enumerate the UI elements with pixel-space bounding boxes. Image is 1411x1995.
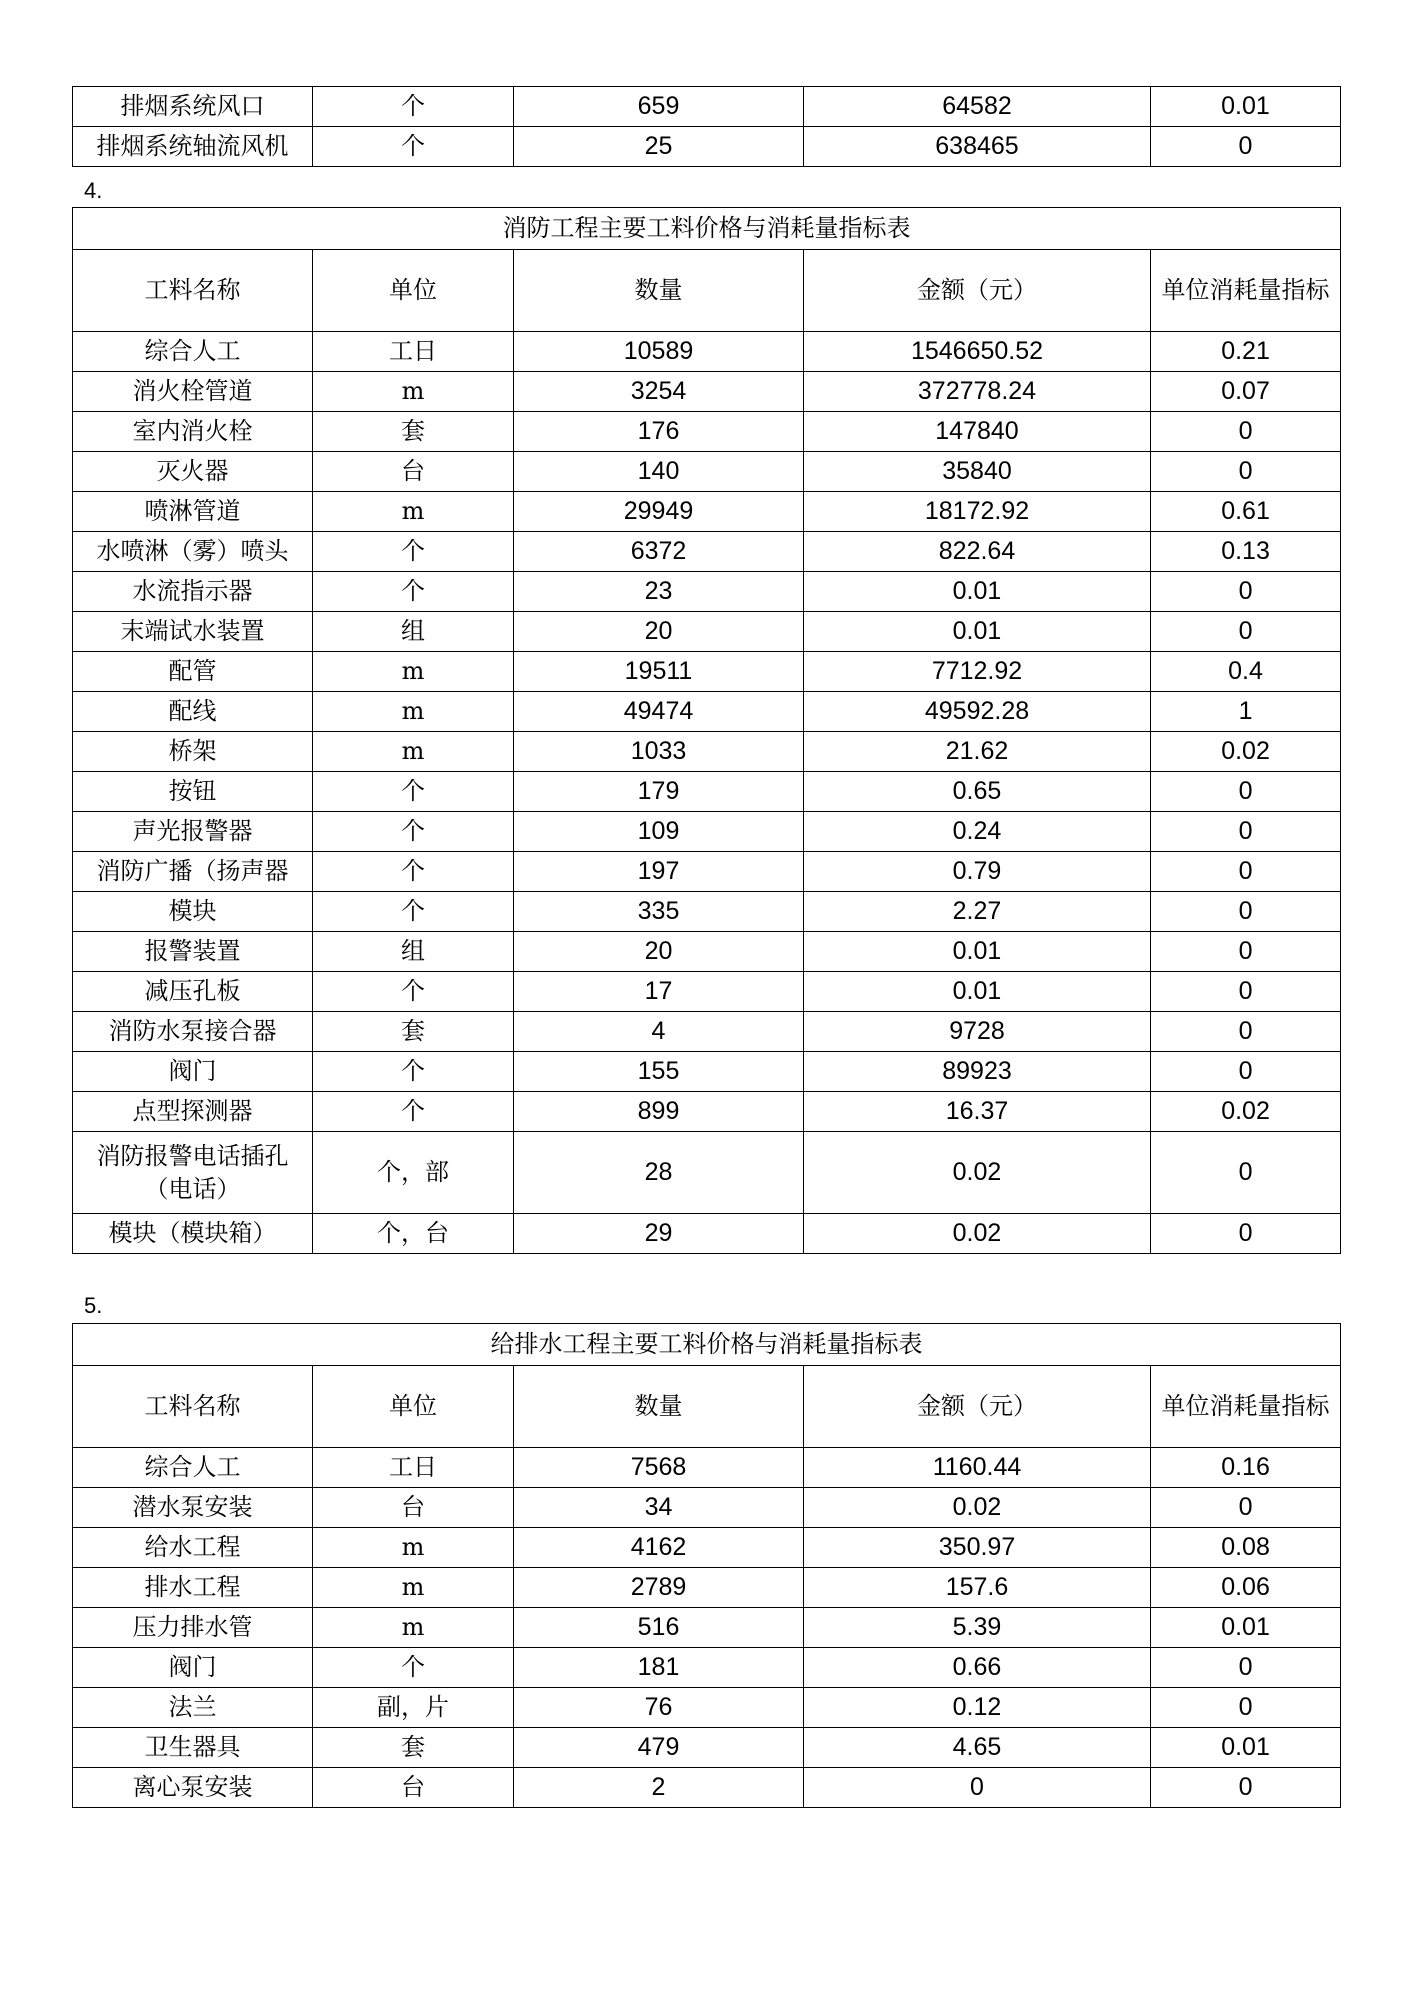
unit-cell: 个 — [313, 892, 514, 932]
table-row — [73, 1528, 1341, 1568]
section-4-label: 4. — [84, 178, 103, 203]
consumption-index-cell: 0 — [1151, 1132, 1341, 1214]
item-name-cell: 离心泵安装 — [73, 1768, 313, 1808]
quantity-cell: 2 — [514, 1768, 804, 1808]
amount-cell: 1546650.52 — [804, 332, 1151, 372]
unit-cell: 个，部 — [313, 1132, 514, 1214]
quantity-cell: 4162 — [514, 1528, 804, 1568]
unit-cell: m — [313, 732, 514, 772]
quantity-cell: 3254 — [514, 372, 804, 412]
amount-cell: 0.01 — [804, 932, 1151, 972]
table-row — [73, 1768, 1341, 1808]
table-row — [73, 1568, 1341, 1608]
amount-cell: 1160.44 — [804, 1448, 1151, 1488]
consumption-index-cell: 0 — [1151, 1052, 1341, 1092]
consumption-index-cell: 0.16 — [1151, 1448, 1341, 1488]
item-name-cell: 模块 — [73, 892, 313, 932]
smoke-exhaust-table — [72, 86, 1341, 167]
unit-cell: 个 — [313, 972, 514, 1012]
amount-cell: 89923 — [804, 1052, 1151, 1092]
table-row — [73, 87, 1341, 127]
item-name-cell: 给水工程 — [73, 1528, 313, 1568]
unit-cell: 台 — [313, 452, 514, 492]
table-row — [73, 612, 1341, 652]
table-row — [73, 412, 1341, 452]
amount-cell: 9728 — [804, 1012, 1151, 1052]
amount-cell: 0.01 — [804, 572, 1151, 612]
consumption-index-cell: 0 — [1151, 452, 1341, 492]
amount-cell: 0.02 — [804, 1132, 1151, 1214]
item-name-cell: 室内消火栓 — [73, 412, 313, 452]
item-name-cell: 阀门 — [73, 1648, 313, 1688]
quantity-cell: 140 — [514, 452, 804, 492]
consumption-index-cell: 0 — [1151, 972, 1341, 1012]
unit-cell: 个 — [313, 127, 514, 167]
consumption-index-cell: 0.4 — [1151, 652, 1341, 692]
item-name-cell: 水喷淋（雾）喷头 — [73, 532, 313, 572]
quantity-cell: 25 — [514, 127, 804, 167]
unit-cell: 组 — [313, 932, 514, 972]
amount-cell: 0.66 — [804, 1648, 1151, 1688]
quantity-cell: 76 — [514, 1688, 804, 1728]
amount-cell: 822.64 — [804, 532, 1151, 572]
consumption-index-cell: 0 — [1151, 1648, 1341, 1688]
consumption-index-cell: 0.61 — [1151, 492, 1341, 532]
item-name-cell: 报警装置 — [73, 932, 313, 972]
table-row — [73, 812, 1341, 852]
quantity-cell: 479 — [514, 1728, 804, 1768]
consumption-index-cell: 0.01 — [1151, 1608, 1341, 1648]
unit-cell: 个 — [313, 772, 514, 812]
amount-cell: 49592.28 — [804, 692, 1151, 732]
item-name-cell: 灭火器 — [73, 452, 313, 492]
amount-cell: 147840 — [804, 412, 1151, 452]
quantity-cell: 899 — [514, 1092, 804, 1132]
table-title: 给排水工程主要工料价格与消耗量指标表 — [73, 1324, 1341, 1366]
item-name-cell: 声光报警器 — [73, 812, 313, 852]
unit-cell: 个 — [313, 1052, 514, 1092]
consumption-index-cell: 0.08 — [1151, 1528, 1341, 1568]
column-header: 数量 — [514, 1366, 804, 1448]
table-body — [73, 87, 1341, 167]
table-body — [73, 1324, 1341, 1448]
amount-cell: 0.01 — [804, 972, 1151, 1012]
column-header: 单位消耗量指标 — [1151, 1366, 1341, 1448]
quantity-cell: 17 — [514, 972, 804, 1012]
amount-cell: 18172.92 — [804, 492, 1151, 532]
table-row — [73, 1214, 1341, 1254]
quantity-cell: 176 — [514, 412, 804, 452]
quantity-cell: 23 — [514, 572, 804, 612]
water-supply-drainage-table — [72, 1323, 1341, 1808]
section-5-label: 5. — [84, 1293, 103, 1318]
quantity-cell: 29 — [514, 1214, 804, 1254]
consumption-index-cell: 0.01 — [1151, 1728, 1341, 1768]
table-body — [73, 208, 1341, 332]
unit-cell: m — [313, 692, 514, 732]
item-name-cell: 按钮 — [73, 772, 313, 812]
amount-cell: 0.01 — [804, 612, 1151, 652]
item-name-cell: 配线 — [73, 692, 313, 732]
quantity-cell: 2789 — [514, 1568, 804, 1608]
table-title-row — [73, 1324, 1341, 1366]
quantity-cell: 181 — [514, 1648, 804, 1688]
item-name-cell: 模块（模块箱） — [73, 1214, 313, 1254]
table-row — [73, 492, 1341, 532]
amount-cell: 638465 — [804, 127, 1151, 167]
item-name-cell: 消火栓管道 — [73, 372, 313, 412]
table-row — [73, 1688, 1341, 1728]
table-row — [73, 1092, 1341, 1132]
amount-cell: 21.62 — [804, 732, 1151, 772]
quantity-cell: 49474 — [514, 692, 804, 732]
item-name-cell: 消防报警电话插孔（电话） — [73, 1132, 313, 1214]
amount-cell: 0.12 — [804, 1688, 1151, 1728]
item-name-cell: 排烟系统轴流风机 — [73, 127, 313, 167]
table-row — [73, 1608, 1341, 1648]
consumption-index-cell: 0 — [1151, 1214, 1341, 1254]
unit-cell: m — [313, 492, 514, 532]
table-title-row — [73, 208, 1341, 250]
table-body-rows — [73, 332, 1341, 1254]
amount-cell: 64582 — [804, 87, 1151, 127]
item-name-cell: 综合人工 — [73, 1448, 313, 1488]
item-name-cell: 配管 — [73, 652, 313, 692]
quantity-cell: 155 — [514, 1052, 804, 1092]
consumption-index-cell: 0 — [1151, 412, 1341, 452]
column-header: 单位 — [313, 1366, 514, 1448]
unit-cell: 台 — [313, 1488, 514, 1528]
quantity-cell: 29949 — [514, 492, 804, 532]
unit-cell: m — [313, 1528, 514, 1568]
consumption-index-cell: 0 — [1151, 772, 1341, 812]
unit-cell: 个 — [313, 812, 514, 852]
consumption-index-cell: 0.13 — [1151, 532, 1341, 572]
unit-cell: m — [313, 1568, 514, 1608]
table-title: 消防工程主要工料价格与消耗量指标表 — [73, 208, 1341, 250]
quantity-cell: 7568 — [514, 1448, 804, 1488]
amount-cell: 157.6 — [804, 1568, 1151, 1608]
unit-cell: 套 — [313, 412, 514, 452]
item-name-cell: 消防水泵接合器 — [73, 1012, 313, 1052]
table-row — [73, 852, 1341, 892]
table-header-row — [73, 250, 1341, 332]
table-row — [73, 1448, 1341, 1488]
unit-cell: m — [313, 1608, 514, 1648]
table-row — [73, 532, 1341, 572]
amount-cell: 0.24 — [804, 812, 1151, 852]
unit-cell: 台 — [313, 1768, 514, 1808]
unit-cell: 个，台 — [313, 1214, 514, 1254]
consumption-index-cell: 0.07 — [1151, 372, 1341, 412]
quantity-cell: 179 — [514, 772, 804, 812]
quantity-cell: 28 — [514, 1132, 804, 1214]
table-row — [73, 372, 1341, 412]
item-name-cell: 消防广播（扬声器 — [73, 852, 313, 892]
unit-cell: m — [313, 372, 514, 412]
amount-cell: 350.97 — [804, 1528, 1151, 1568]
quantity-cell: 6372 — [514, 532, 804, 572]
quantity-cell: 20 — [514, 612, 804, 652]
table-row — [73, 1728, 1341, 1768]
amount-cell: 0 — [804, 1768, 1151, 1808]
table-row — [73, 572, 1341, 612]
column-header: 金额（元） — [804, 250, 1151, 332]
item-name-cell: 减压孔板 — [73, 972, 313, 1012]
unit-cell: 个 — [313, 87, 514, 127]
quantity-cell: 4 — [514, 1012, 804, 1052]
unit-cell: m — [313, 652, 514, 692]
unit-cell: 套 — [313, 1728, 514, 1768]
table-row — [73, 127, 1341, 167]
unit-cell: 个 — [313, 1092, 514, 1132]
consumption-index-cell: 0 — [1151, 932, 1341, 972]
table-row — [73, 692, 1341, 732]
amount-cell: 2.27 — [804, 892, 1151, 932]
consumption-index-cell: 0.02 — [1151, 732, 1341, 772]
item-name-cell: 卫生器具 — [73, 1728, 313, 1768]
item-name-cell: 喷淋管道 — [73, 492, 313, 532]
quantity-cell: 335 — [514, 892, 804, 932]
item-name-cell: 桥架 — [73, 732, 313, 772]
item-name-cell: 点型探测器 — [73, 1092, 313, 1132]
quantity-cell: 197 — [514, 852, 804, 892]
amount-cell: 4.65 — [804, 1728, 1151, 1768]
consumption-index-cell: 0 — [1151, 612, 1341, 652]
table-row — [73, 932, 1341, 972]
consumption-index-cell: 0 — [1151, 1488, 1341, 1528]
item-name-cell: 排烟系统风口 — [73, 87, 313, 127]
amount-cell: 0.79 — [804, 852, 1151, 892]
item-name-cell: 压力排水管 — [73, 1608, 313, 1648]
column-header: 单位消耗量指标 — [1151, 250, 1341, 332]
table-row — [73, 1648, 1341, 1688]
amount-cell: 7712.92 — [804, 652, 1151, 692]
table-row — [73, 452, 1341, 492]
unit-cell: 工日 — [313, 332, 514, 372]
table-row — [73, 1488, 1341, 1528]
table-row — [73, 332, 1341, 372]
item-name-cell: 综合人工 — [73, 332, 313, 372]
table-header-row — [73, 1366, 1341, 1448]
column-header: 数量 — [514, 250, 804, 332]
column-header: 单位 — [313, 250, 514, 332]
consumption-index-cell: 0.21 — [1151, 332, 1341, 372]
unit-cell: 个 — [313, 532, 514, 572]
amount-cell: 0.02 — [804, 1214, 1151, 1254]
table-row — [73, 1012, 1341, 1052]
quantity-cell: 19511 — [514, 652, 804, 692]
amount-cell: 35840 — [804, 452, 1151, 492]
unit-cell: 工日 — [313, 1448, 514, 1488]
column-header: 金额（元） — [804, 1366, 1151, 1448]
amount-cell: 5.39 — [804, 1608, 1151, 1648]
unit-cell: 个 — [313, 572, 514, 612]
item-name-cell: 排水工程 — [73, 1568, 313, 1608]
consumption-index-cell: 0 — [1151, 1012, 1341, 1052]
item-name-cell: 末端试水装置 — [73, 612, 313, 652]
table-row — [73, 972, 1341, 1012]
consumption-index-cell: 0 — [1151, 852, 1341, 892]
quantity-cell: 659 — [514, 87, 804, 127]
consumption-index-cell: 0 — [1151, 812, 1341, 852]
unit-cell: 套 — [313, 1012, 514, 1052]
item-name-cell: 法兰 — [73, 1688, 313, 1728]
column-header: 工料名称 — [73, 1366, 313, 1448]
item-name-cell: 潜水泵安装 — [73, 1488, 313, 1528]
unit-cell: 个 — [313, 1648, 514, 1688]
table-row — [73, 1132, 1341, 1214]
quantity-cell: 1033 — [514, 732, 804, 772]
quantity-cell: 20 — [514, 932, 804, 972]
consumption-index-cell: 1 — [1151, 692, 1341, 732]
item-name-cell: 水流指示器 — [73, 572, 313, 612]
consumption-index-cell: 0 — [1151, 572, 1341, 612]
unit-cell: 个 — [313, 852, 514, 892]
quantity-cell: 516 — [514, 1608, 804, 1648]
consumption-index-cell: 0 — [1151, 892, 1341, 932]
quantity-cell: 34 — [514, 1488, 804, 1528]
table-row — [73, 772, 1341, 812]
unit-cell: 组 — [313, 612, 514, 652]
unit-cell: 副，片 — [313, 1688, 514, 1728]
table-body-rows — [73, 1448, 1341, 1808]
table-row — [73, 1052, 1341, 1092]
table-row — [73, 652, 1341, 692]
consumption-index-cell: 0 — [1151, 127, 1341, 167]
column-header: 工料名称 — [73, 250, 313, 332]
fire-protection-table — [72, 207, 1341, 1254]
amount-cell: 16.37 — [804, 1092, 1151, 1132]
amount-cell: 0.02 — [804, 1488, 1151, 1528]
consumption-index-cell: 0.06 — [1151, 1568, 1341, 1608]
table-row — [73, 892, 1341, 932]
consumption-index-cell: 0.02 — [1151, 1092, 1341, 1132]
quantity-cell: 109 — [514, 812, 804, 852]
consumption-index-cell: 0 — [1151, 1688, 1341, 1728]
item-name-cell: 阀门 — [73, 1052, 313, 1092]
amount-cell: 372778.24 — [804, 372, 1151, 412]
quantity-cell: 10589 — [514, 332, 804, 372]
table-row — [73, 732, 1341, 772]
amount-cell: 0.65 — [804, 772, 1151, 812]
consumption-index-cell: 0.01 — [1151, 87, 1341, 127]
consumption-index-cell: 0 — [1151, 1768, 1341, 1808]
